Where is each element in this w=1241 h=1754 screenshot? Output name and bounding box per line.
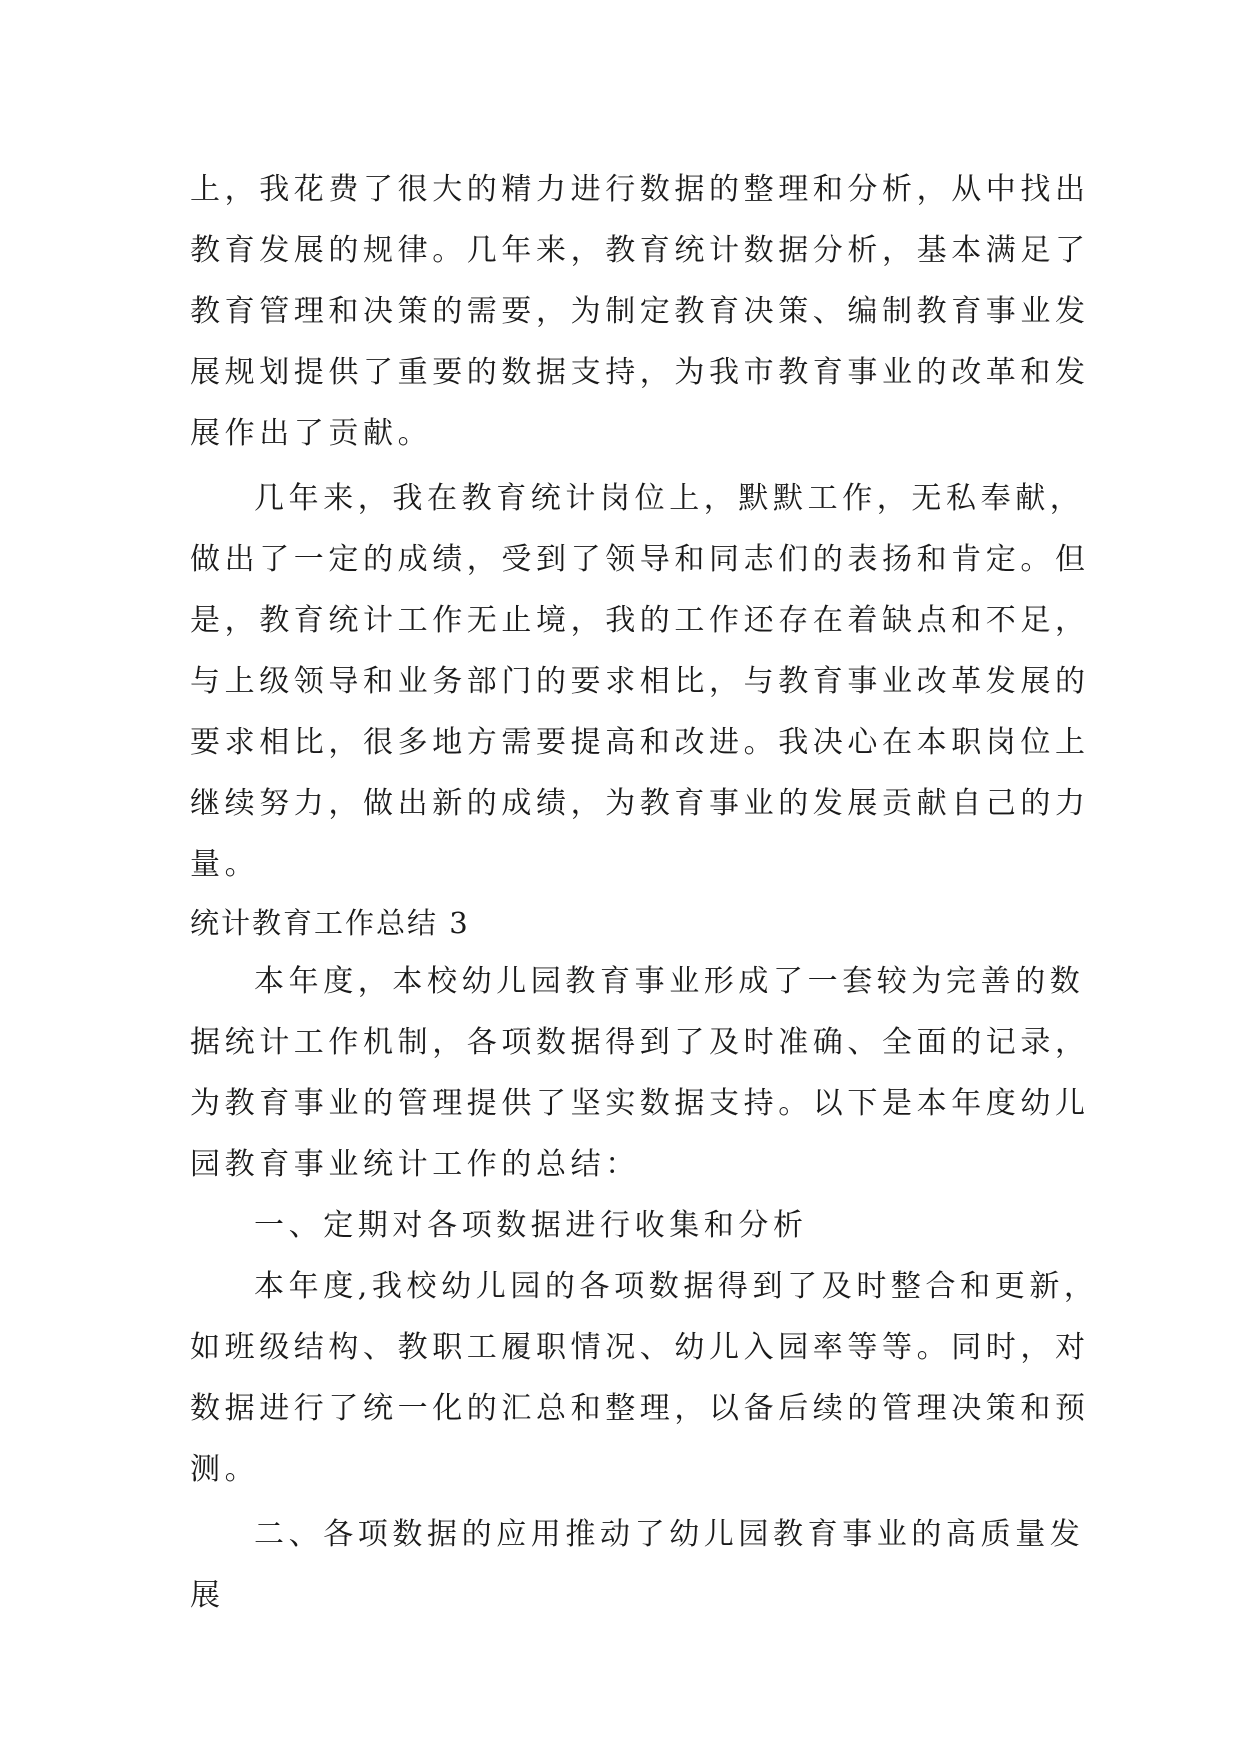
text-line: 展	[190, 1578, 225, 1613]
section-heading: 统计教育工作总结 3	[190, 906, 470, 940]
text-line: 继续努力，做出新的成绩，为教育事业的发展贡献自己的力	[190, 786, 1090, 821]
paragraph-first-line: 本年度，本校幼儿园教育事业形成了一套较为完善的数	[254, 964, 1085, 999]
text-line: 是，教育统计工作无止境，我的工作还存在着缺点和不足，	[190, 603, 1090, 638]
subheading-line: 一、定期对各项数据进行收集和分析	[254, 1208, 808, 1243]
text-line: 展规划提供了重要的数据支持，为我市教育事业的改革和发	[190, 355, 1090, 390]
text-line: 如班级结构、教职工履职情况、幼儿入园率等等。同时，对	[190, 1330, 1090, 1365]
paragraph-first-line: 几年来，我在教育统计岗位上，默默工作，无私奉献，	[254, 481, 1085, 516]
text-line: 要求相比，很多地方需要提高和改进。我决心在本职岗位上	[190, 725, 1090, 760]
paragraph-first-line: 本年度,我校幼儿园的各项数据得到了及时整合和更新，	[254, 1269, 1099, 1304]
document-body	[190, 159, 1099, 1626]
text-line: 教育发展的规律。几年来，教育统计数据分析，基本满足了	[190, 233, 1090, 268]
text-line: 测。	[190, 1452, 260, 1487]
text-line: 量。	[190, 847, 260, 882]
subheading-line: 二、各项数据的应用推动了幼儿园教育事业的高质量发	[254, 1517, 1085, 1552]
text-line: 教育管理和决策的需要，为制定教育决策、编制教育事业发	[190, 294, 1090, 329]
text-line: 数据进行了统一化的汇总和整理，以备后续的管理决策和预	[190, 1391, 1090, 1426]
text-line: 为教育事业的管理提供了坚实数据支持。以下是本年度幼儿	[190, 1086, 1090, 1121]
text-line: 据统计工作机制，各项数据得到了及时准确、全面的记录，	[190, 1025, 1090, 1060]
text-line: 园教育事业统计工作的总结：	[190, 1147, 640, 1182]
text-line: 做出了一定的成绩，受到了领导和同志们的表扬和肯定。但	[190, 542, 1090, 577]
text-line: 与上级领导和业务部门的要求相比，与教育事业改革发展的	[190, 664, 1090, 699]
text-line: 展作出了贡献。	[190, 416, 433, 451]
text-line: 上，我花费了很大的精力进行数据的整理和分析，从中找出	[190, 172, 1090, 207]
